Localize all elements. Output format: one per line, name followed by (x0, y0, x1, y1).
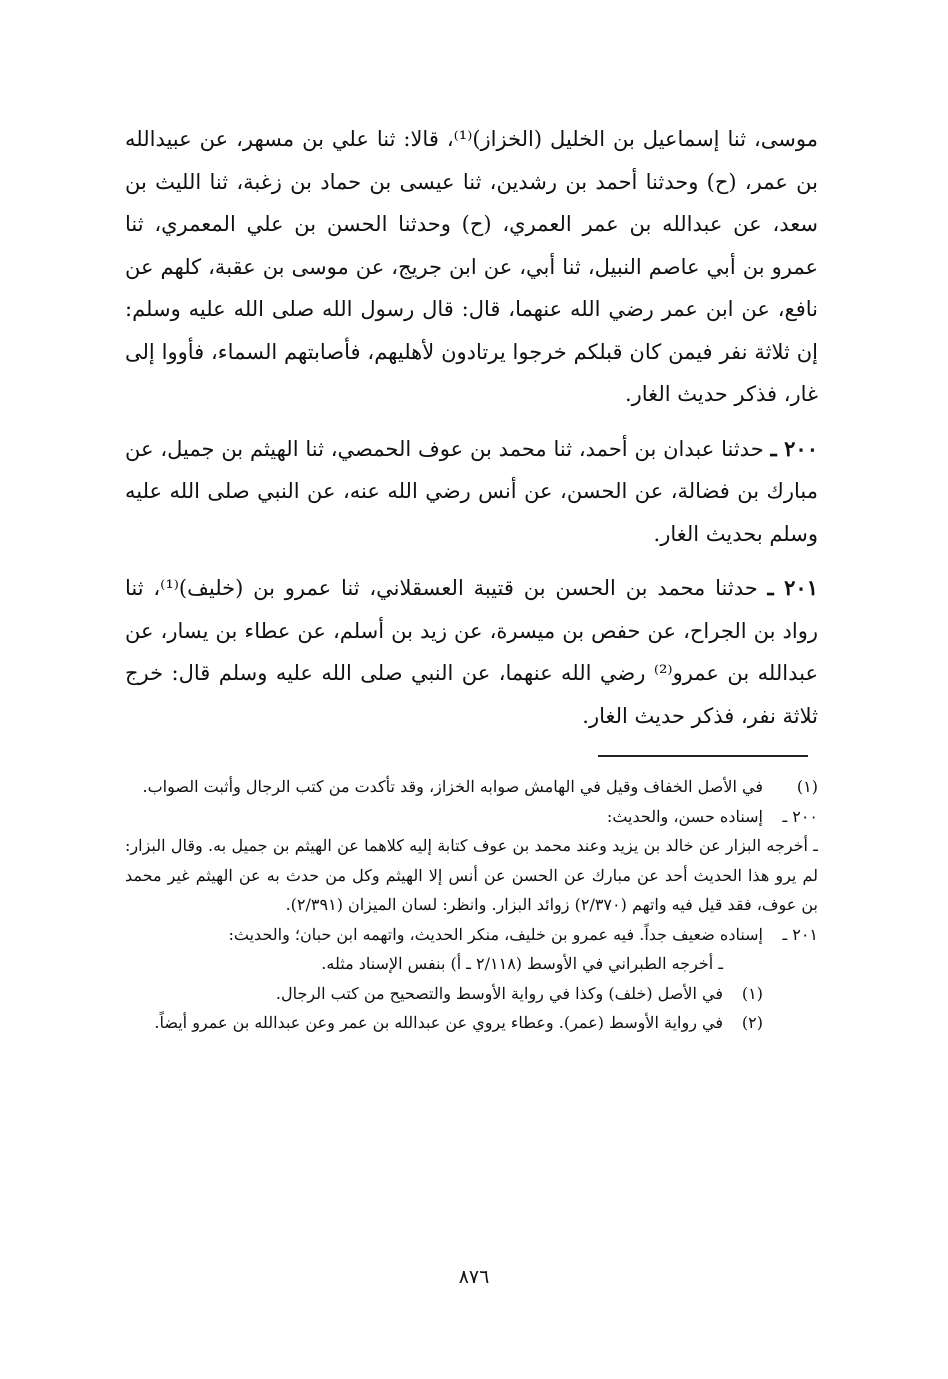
footnote-200-detail: ـ أخرجه البزار عن خالد بن يزيد وعند محمد بن عوف كتابة إليه كلاهما عن الهيثم بن جميل به. وقال البزار: لم يرو هذا الحديث أحد عن مبارك عن الحسن عن أنس إلا الهيثم وكل من حدث به عن الهيثم غير محمد بن عوف، فقد قيل فيه واتهم (٢/٣٧٠) زوائد البزار. وانظر: لسان الميزان (٢/٣٩١). (125, 836, 818, 914)
footnote-label: ٢٠١ ـ (782, 924, 818, 944)
footnote-text: في الأصل (خلف) وكذا في رواية الأوسط والتصحيح من كتب الرجال. (275, 983, 723, 1003)
main-text (125, 118, 818, 737)
paragraph-continuation: موسى، ثنا إسماعيل بن الخليل (الخزاز)⁽¹⁾، قالا: ثنا علي بن مسهر، عن عبيدالله بن عمر، (ح) وحدثنا أحمد بن رشدين، ثنا عيسى بن حماد بن زغبة، ثنا الليث بن سعد، عن عبدالله بن عمر العمري، (ح) وحدثنا الحسن بن علي المعمري، ثنا عمرو بن أبي عاصم النبيل، ثنا أبي، عن ابن جريج، عن موسى بن عقبة، كلهم عن نافع، عن ابن عمر رضي الله عنهما، قال: قال رسول الله صلى الله عليه وسلم: إن ثلاثة نفر فيمن كان قبلكم خرجوا يرتادون لأهليهم، فأصابتهم السماء، فأووا إلى غار، فذكر حديث الغار. (125, 127, 818, 406)
footnotes (125, 772, 818, 1038)
hadith-number: ٢٠١ ـ (767, 575, 818, 600)
footnote-label: (١) (741, 983, 763, 1003)
footnote-text: في الأصل الخفاف وقيل في الهامش صوابه الخزاز، وقد تأكدت من كتب الرجال وأثبت الصواب. (142, 777, 763, 796)
hadith-number: ٢٠٠ ـ (770, 435, 818, 461)
footnote-200 (125, 802, 818, 832)
footnote-201 (125, 920, 818, 950)
footnote-1 (125, 772, 818, 802)
footnote-label: ٢٠٠ ـ (782, 806, 818, 826)
footnote-label: (١) (796, 777, 818, 796)
footnote-201-detail: ـ أخرجه الطبراني في الأوسط (٢/١١٨ ـ أ) بنفس الإسناد مثله. (321, 954, 723, 973)
footnote-201-2 (125, 1008, 818, 1038)
footnote-text: في رواية الأوسط (عمر). وعطاء يروي عن عبدالله بن عمر وعن عبدالله بن عمرو أيضاً. (154, 1013, 723, 1032)
hadith-text: حدثنا محمد بن الحسن بن قتيبة العسقلاني، ثنا عمرو بن (خليف)⁽¹⁾، ثنا رواد بن الجراح، عن حفص بن ميسرة، عن زيد بن أسلم، عن عطاء بن يسار، عن عبدالله بن عمرو⁽²⁾ رضي الله عنهما، عن النبي صلى الله عليه وسلم قال: خرج ثلاثة نفر، فذكر حديث الغار. (125, 576, 818, 728)
footnote-divider (598, 755, 808, 757)
footnote-201-1 (125, 979, 818, 1009)
page-number: ٨٧٦ (458, 1266, 490, 1288)
footnote-text: إسناده ضعيف جداً. فيه عمرو بن خليف، منكر الحديث، واتهمه ابن حبان؛ والحديث: (228, 924, 763, 944)
footnote-text: إسناده حسن، والحديث: (606, 806, 763, 826)
hadith-201 (125, 567, 818, 737)
hadith-200 (125, 428, 818, 556)
footnote-label: (٢) (741, 1013, 763, 1032)
hadith-text: حدثنا عبدان بن أحمد، ثنا محمد بن عوف الحمصي، ثنا الهيثم بن جميل، عن مبارك بن فضالة، عن الحسن، عن أنس رضي الله عنه، عن النبي صلى الله عليه وسلم بحديث الغار. (125, 436, 818, 546)
